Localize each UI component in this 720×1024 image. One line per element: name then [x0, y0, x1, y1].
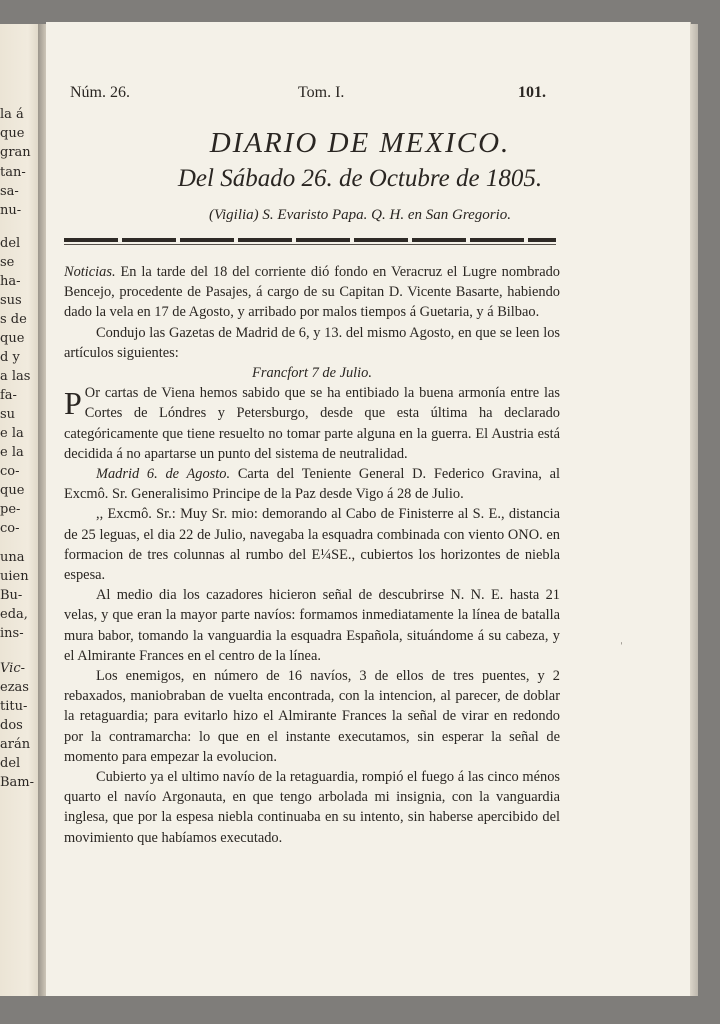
- issue-number: Núm. 26.: [70, 84, 130, 101]
- facing-page-text: ha-: [0, 274, 21, 289]
- section-label: Noticias.: [64, 264, 116, 280]
- facing-page-text: fa-: [0, 388, 17, 403]
- facing-page-text: nu-: [0, 203, 22, 218]
- facing-page-text: se: [0, 255, 15, 270]
- facing-page-text: ins-: [0, 626, 24, 641]
- issue-date: Del Sábado 26. de Octubre de 1805.: [177, 165, 543, 192]
- facing-page-text: arán: [0, 737, 31, 752]
- facing-page-text: titu-: [0, 699, 28, 714]
- facing-page-text: co-: [0, 464, 20, 479]
- facing-page-text: Bu-: [0, 588, 23, 603]
- page-number: 101.: [518, 84, 546, 101]
- facing-page-text: que: [0, 331, 25, 346]
- facing-page-text: que: [0, 126, 25, 141]
- facing-page-text: del: [0, 236, 21, 251]
- facing-page-text: tan-: [0, 165, 26, 180]
- facing-page-text: del: [0, 756, 21, 771]
- header-rule: [64, 238, 556, 242]
- paragraph-gazetas: Condujo las Gazetas de Madrid de 6, y 13. del mismo Agosto, en que se leen los artículos siguientes:: [64, 324, 560, 361]
- facing-page-text: Vic-: [0, 661, 25, 676]
- facing-page-text: e la: [0, 445, 24, 460]
- facing-page-text: sus: [0, 293, 22, 308]
- newspaper-title: DIARIO DE MEXICO.: [209, 127, 511, 159]
- header-rule-thin: [64, 244, 556, 245]
- paragraph-argonauta: Cubierto ya el ultimo navío de la retaguardia, rompió el fuego á las cinco ménos quarto el navío Argonauta, en que tengo arbolada mi insignia, con la vanguardia inglesa, que por la espesa niebla continuaba en su intento, sin haberse apercibido del movimiento que habíamos executado.: [64, 769, 560, 846]
- paragraph-sighting: Al medio dia los cazadores hicieron señal de descubrirse N. N. E. hasta 21 velas, y que eran la mayor parte navíos: formamos inmediatamente la línea de batalla mura babor, tomando la vanguardia la esquadra Española, situándome á su cabeza, y el Almirante Frances en el centro de la línea.: [64, 587, 560, 664]
- saint-of-day: (Vigilia) S. Evaristo Papa. Q. H. en San Gregorio.: [208, 207, 512, 223]
- facing-page-text: co-: [0, 521, 20, 536]
- paragraph-letter-opening: ,, Excmô. Sr.: Muy Sr. mio: demorando al Cabo de Finisterre al S. E., distancia de 25 leguas, el dia 22 de Julio, navegaba la esquadra combinada con viento ONO. en formacion de tres colunnas al rumbo del E¼SE., cubiertos los horizontes de niebla espesa.: [64, 506, 560, 584]
- facing-page-text: sa-: [0, 184, 19, 199]
- facing-page-text: gran: [0, 145, 31, 160]
- facing-page-text: una: [0, 550, 25, 565]
- facing-page-text: a las: [0, 369, 31, 384]
- paragraph-enemies: Los enemigos, en número de 16 navíos, 3 de ellos de tres puentes, y 2 rebaxados, maniobraban de vuelta encontrada, con la intencion, al parecer, de doblar la retaguardia; para evitarlo hizo el Almirante Frances la señal de virar en redondo por la contramarcha: lo que en el instante executamos, sin esperar la señal de momento para empezar la evolucion.: [64, 668, 560, 765]
- paragraph-viena: P Or cartas de Viena hemos sabido que se ha entibiado la buena armonía entre las Cortes de Lóndres y Petersburgo, desde que esta última ha declarado categóricamente que tiene resuelto no tomar parte alguna en la guerra. El Austria está decidida á no apartarse un punto del sistema de neutralidad.: [64, 385, 560, 462]
- facing-page-text: s de: [0, 312, 27, 327]
- facing-page-text: ezas: [0, 680, 29, 695]
- facing-page-text: su: [0, 407, 16, 422]
- article-body: [64, 262, 560, 848]
- dateline-francfort: Francfort 7 de Julio.: [252, 365, 372, 382]
- paragraph-madrid: Madrid 6. de Agosto. Carta del Teniente General D. Federico Gravina, al Excmô. Sr. Generalisimo Principe de la Paz desde Vigo á 28 de Julio.: [64, 466, 560, 503]
- dateline-madrid: Madrid 6. de Agosto.: [96, 466, 231, 483]
- facing-page-text: uien: [0, 569, 29, 584]
- paragraph-noticias: Noticias. En la tarde del 18 del corriente dió fondo en Veracruz el Lugre nombrado Bencejo, procedente de Pasajes, á cargo de su Capitan D. Vicente Basarte, habiendo dado la vela en 17 de Agosto, y arribado por malos tiempos á Guetaria, y á Bilbao.: [64, 264, 560, 321]
- facing-page-text: e la: [0, 426, 24, 441]
- margin-speck: ˈ: [620, 642, 623, 653]
- drop-cap: P: [64, 385, 82, 422]
- tome-number: Tom. I.: [298, 84, 345, 101]
- facing-page-text: pe-: [0, 502, 21, 517]
- facing-page-text: d y: [0, 350, 20, 365]
- facing-page-text: que: [0, 483, 25, 498]
- facing-page-text: dos: [0, 718, 23, 733]
- facing-page-text: Bam-: [0, 775, 35, 790]
- facing-page-text: la á: [0, 107, 24, 122]
- facing-page-text: eda,: [0, 607, 28, 622]
